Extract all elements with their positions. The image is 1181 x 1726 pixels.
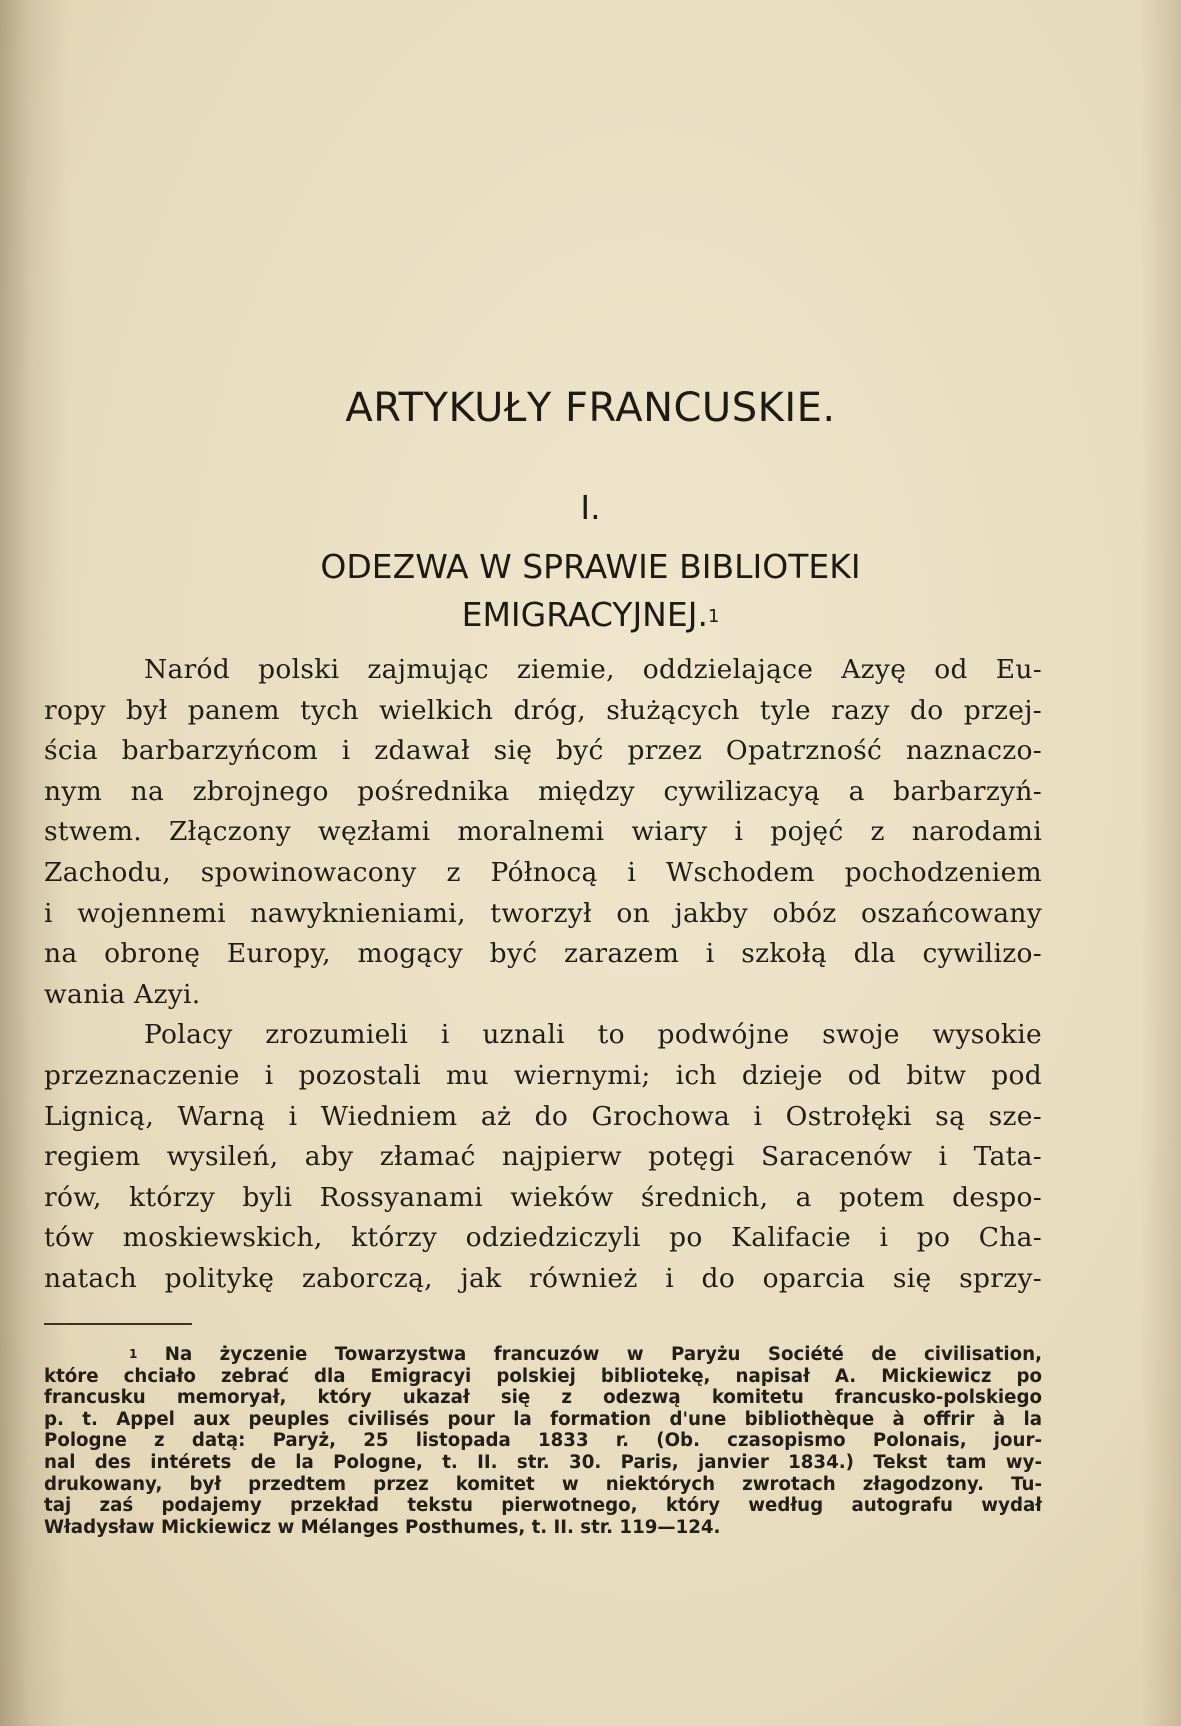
body-line: ścia barbarzyńcom i zdawał się być przez Opatrzność naznaczo- xyxy=(44,735,1042,767)
body-line: natach politykę zaborczą, jak również i do oparcia się sprzy- xyxy=(44,1262,1042,1294)
section-heading xyxy=(0,543,1181,639)
footnote-line: drukowany, był przedtem przez komitet w niektórych zwrotach złagodzony. Tu- xyxy=(44,1473,1042,1495)
body-line: i wojennemi nawyknieniami, tworzył on jakby obóz oszańcowany xyxy=(44,897,1042,929)
body-line: Naród polski zajmując ziemie, oddzielające Azyę od Eu- xyxy=(144,654,1042,685)
footnote-marker: 1 xyxy=(129,1347,138,1361)
section-heading-line-2 xyxy=(0,591,1181,639)
body-line: regiem wysileń, aby złamać najpierw potęgi Saracenów i Tata- xyxy=(44,1141,1042,1173)
body-line: Polacy zrozumieli i uznali to podwójne swoje wysokie xyxy=(144,1019,1042,1051)
footnote-line: które chciało zebrać dla Emigracyi polskiej bibliotekę, napisał A. Mickiewicz po xyxy=(44,1365,1042,1387)
section-heading-text: EMIGRACYJNEJ. xyxy=(461,595,708,634)
body-line: Lignicą, Warną i Wiedniem aż do Grochowa i Ostrołęki są sze- xyxy=(44,1100,1042,1132)
body-line: Zachodu, spowinowacony z Północą i Wschodem pochodzeniem xyxy=(44,856,1042,888)
body-line: wania Azyi. xyxy=(44,978,201,1010)
footnote-line: Władysław Mickiewicz w Mélanges Posthumes, t. II. str. 119—124. xyxy=(44,1516,721,1538)
body-text xyxy=(44,650,1042,1300)
body-line: tów moskiewskich, którzy odziedziczyli po Kalifacie i po Cha- xyxy=(44,1222,1042,1254)
footnote-line: Pologne z datą: Paryż, 25 listopada 1833 r. (Ob. czasopismo Polonais, jour- xyxy=(44,1430,1042,1452)
body-line: ropy był panem tych wielkich dróg, służących tyle razy do przej- xyxy=(44,694,1042,726)
footnote-line: francusku memoryał, który ukazał się z odezwą komitetu francusko-polskiego xyxy=(44,1387,1042,1409)
footnote-line-text: Na życzenie Towarzystwa francuzów w Paryżu Société de civilisation, xyxy=(164,1344,1042,1365)
body-line: na obronę Europy, mogący być zarazem i szkołą dla cywilizo- xyxy=(44,938,1042,970)
body-line: nym na zbrojnego pośrednika między cywilizacyą a barbarzyń- xyxy=(44,775,1042,807)
page-title: ARTYKUŁY FRANCUSKIE. xyxy=(345,385,836,431)
footnote-line xyxy=(44,1344,1042,1366)
section-numeral: I. xyxy=(580,488,601,527)
footnote xyxy=(44,1344,1042,1538)
footnote-line: nal des intérets de la Pologne, t. II. str. 30. Paris, janvier 1834.) Tekst tam wy- xyxy=(44,1451,1042,1473)
section-heading-line-1: ODEZWA W SPRAWIE BIBLIOTEKI xyxy=(320,547,861,586)
body-line: rów, którzy byli Rossyanami wieków średnich, a potem despo- xyxy=(44,1181,1042,1213)
footnote-line: taj zaś podajemy przekład tekstu pierwotnego, który według autografu wydał xyxy=(44,1495,1042,1517)
body-line: przeznaczenie i pozostali mu wiernymi; ich dzieje od bitw pod xyxy=(44,1059,1042,1091)
footnote-line: p. t. Appel aux peuples civilisés pour la formation d'une bibliothèque à offrir à la xyxy=(44,1408,1042,1430)
footnote-reference: 1 xyxy=(707,606,720,627)
body-line: stwem. Złączony węzłami moralnemi wiary i pojęć z narodami xyxy=(44,816,1042,848)
footnote-divider xyxy=(44,1323,192,1325)
